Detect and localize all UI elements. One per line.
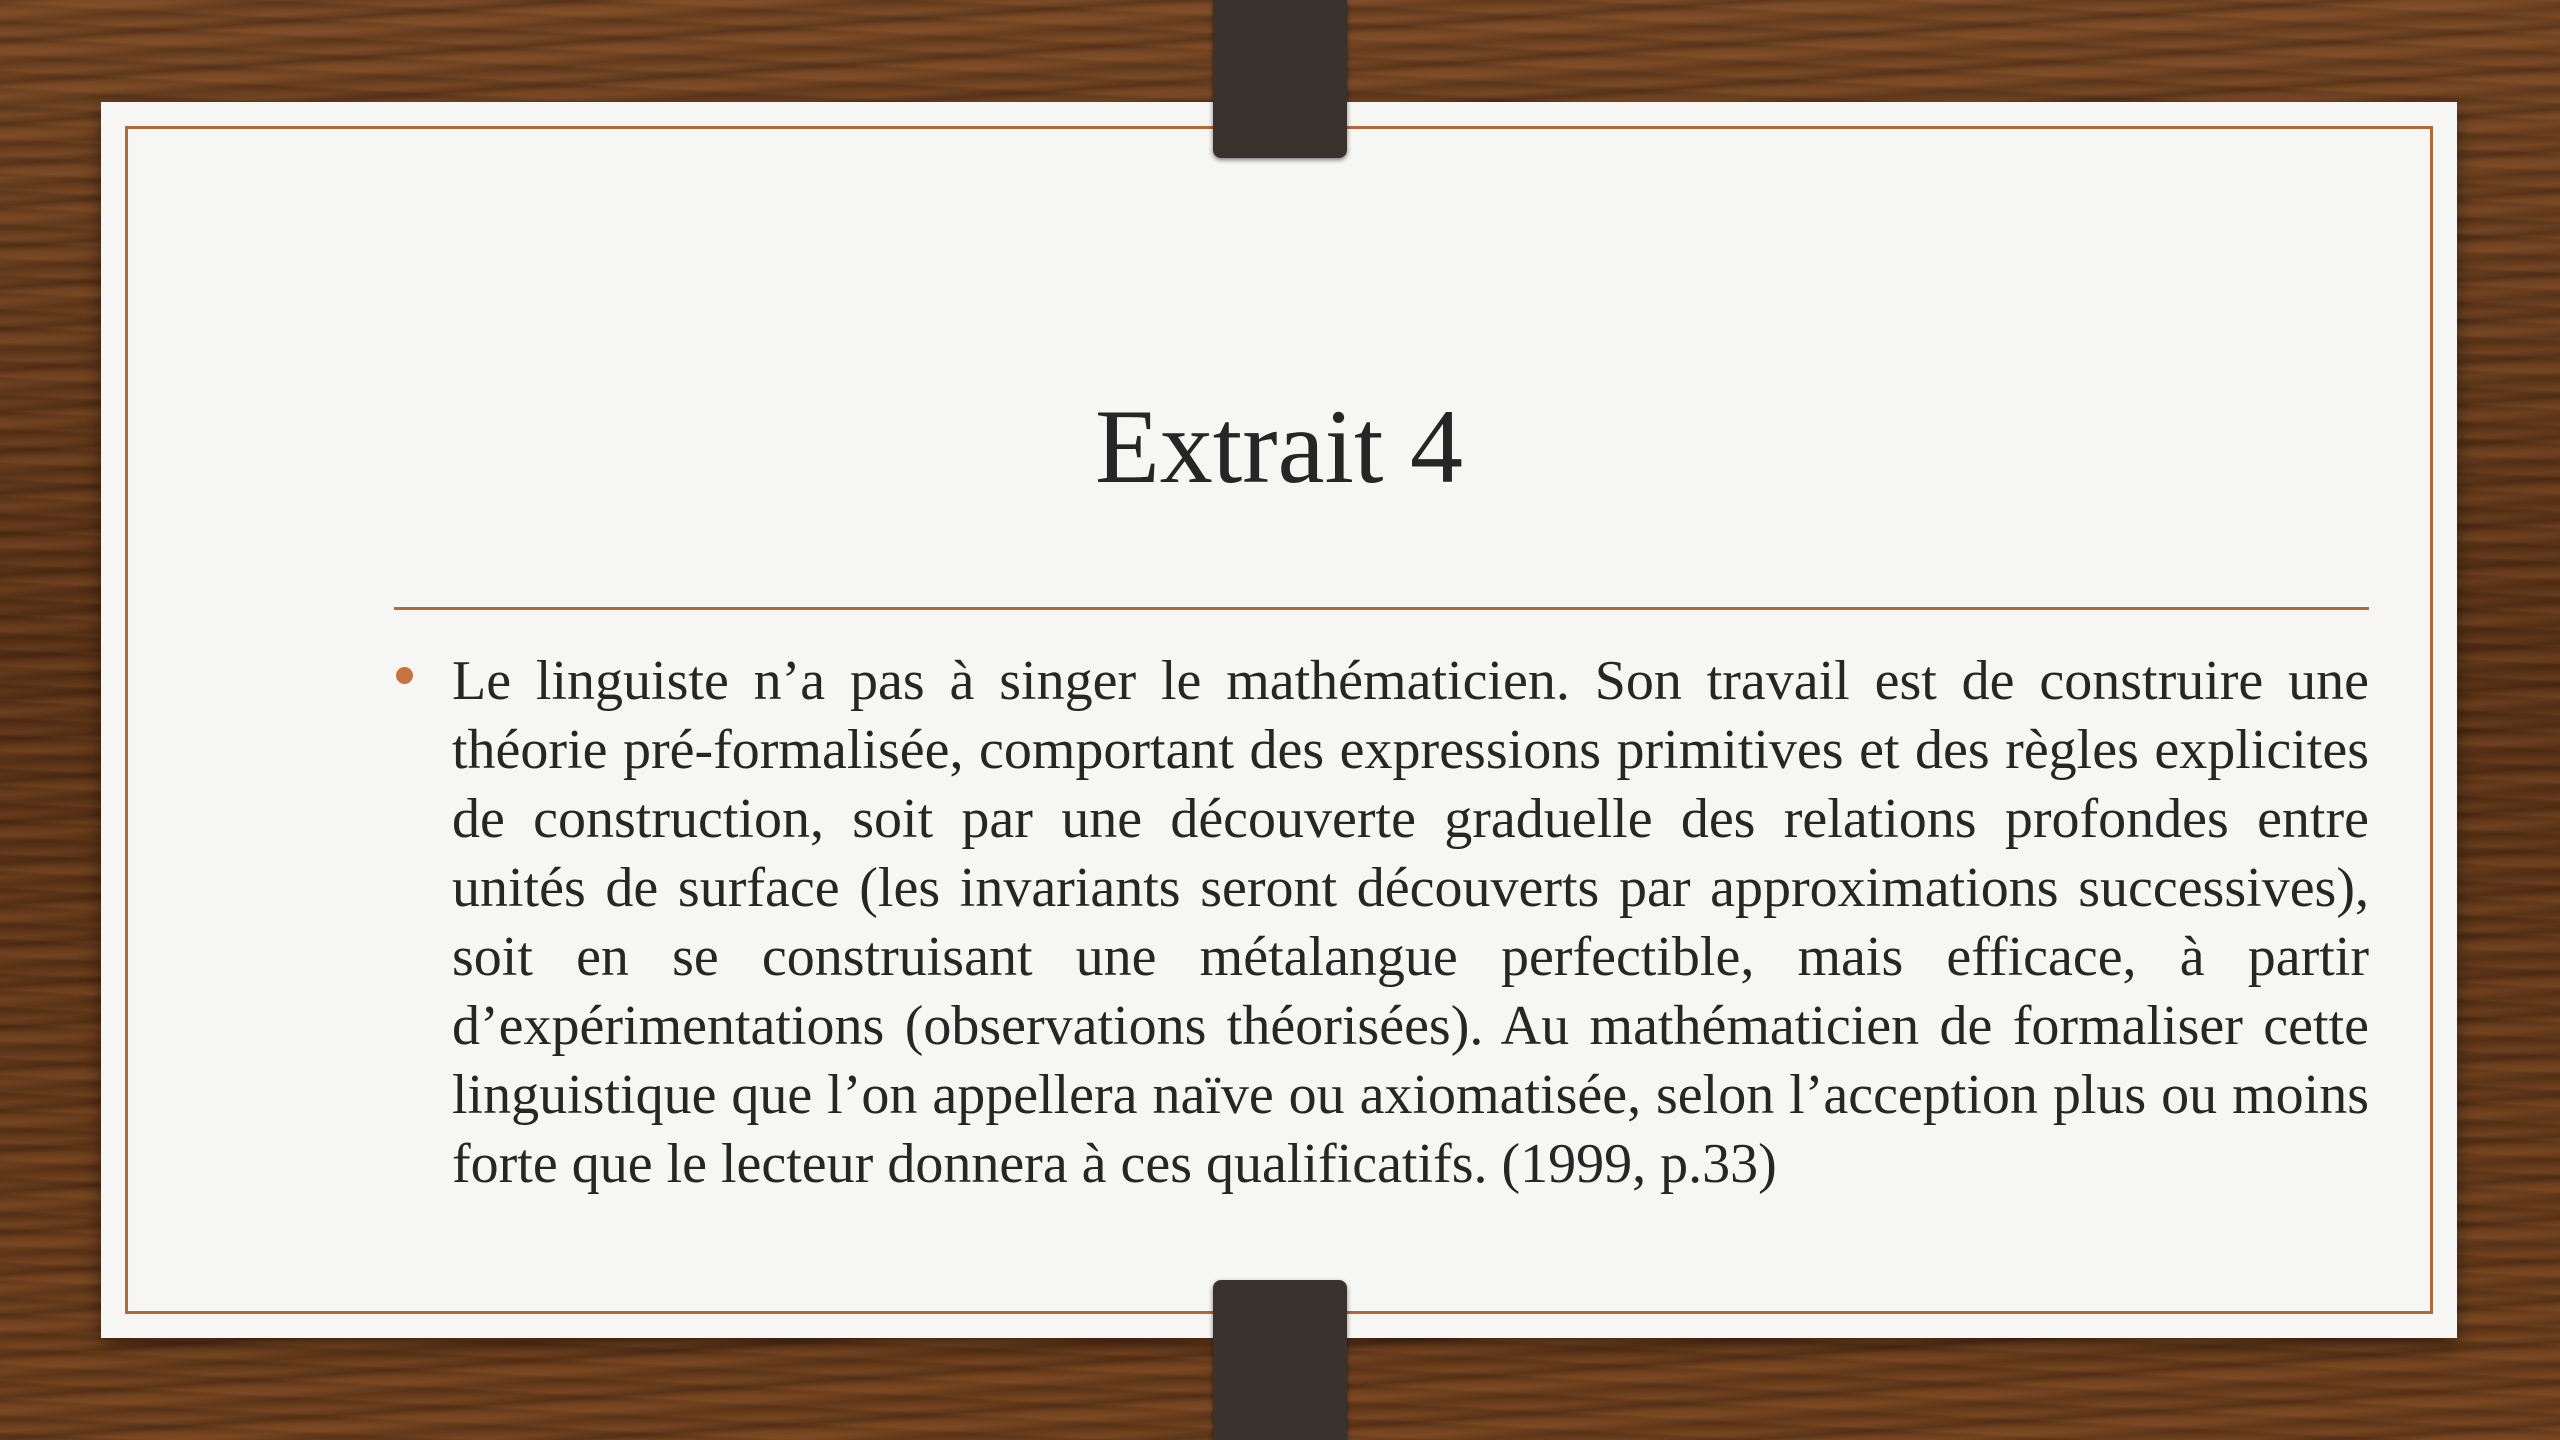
binder-clip-top <box>1213 0 1347 158</box>
bullet-item <box>394 647 2369 1199</box>
slide-title: Extrait 4 <box>1095 388 1463 505</box>
bullet-dot-icon <box>396 667 413 684</box>
slide-body <box>394 647 2369 1199</box>
slide-card <box>101 102 2457 1338</box>
bullet-text: Le linguiste n’a pas à singer le mathématicien. Son travail est de construire une théorie pré-formalisée, comportant des expressions primitives et des règles explicites de construction, soit par une découverte graduelle des relations profondes entre unités de surface (les invariants seront découverts par approximations successives), soit en se construisant une métalangue perfectible, mais efficace, à partir d’expérimentations (observations théorisées). Au mathématicien de formaliser cette linguistique que l’on appellera naïve ou axiomatisée, selon l’acception plus ou moins forte que le lecteur donnera à ces qualificatifs. (1999, p.33) <box>452 650 2369 1195</box>
binder-clip-bottom <box>1213 1280 1347 1440</box>
title-divider <box>394 607 2369 610</box>
